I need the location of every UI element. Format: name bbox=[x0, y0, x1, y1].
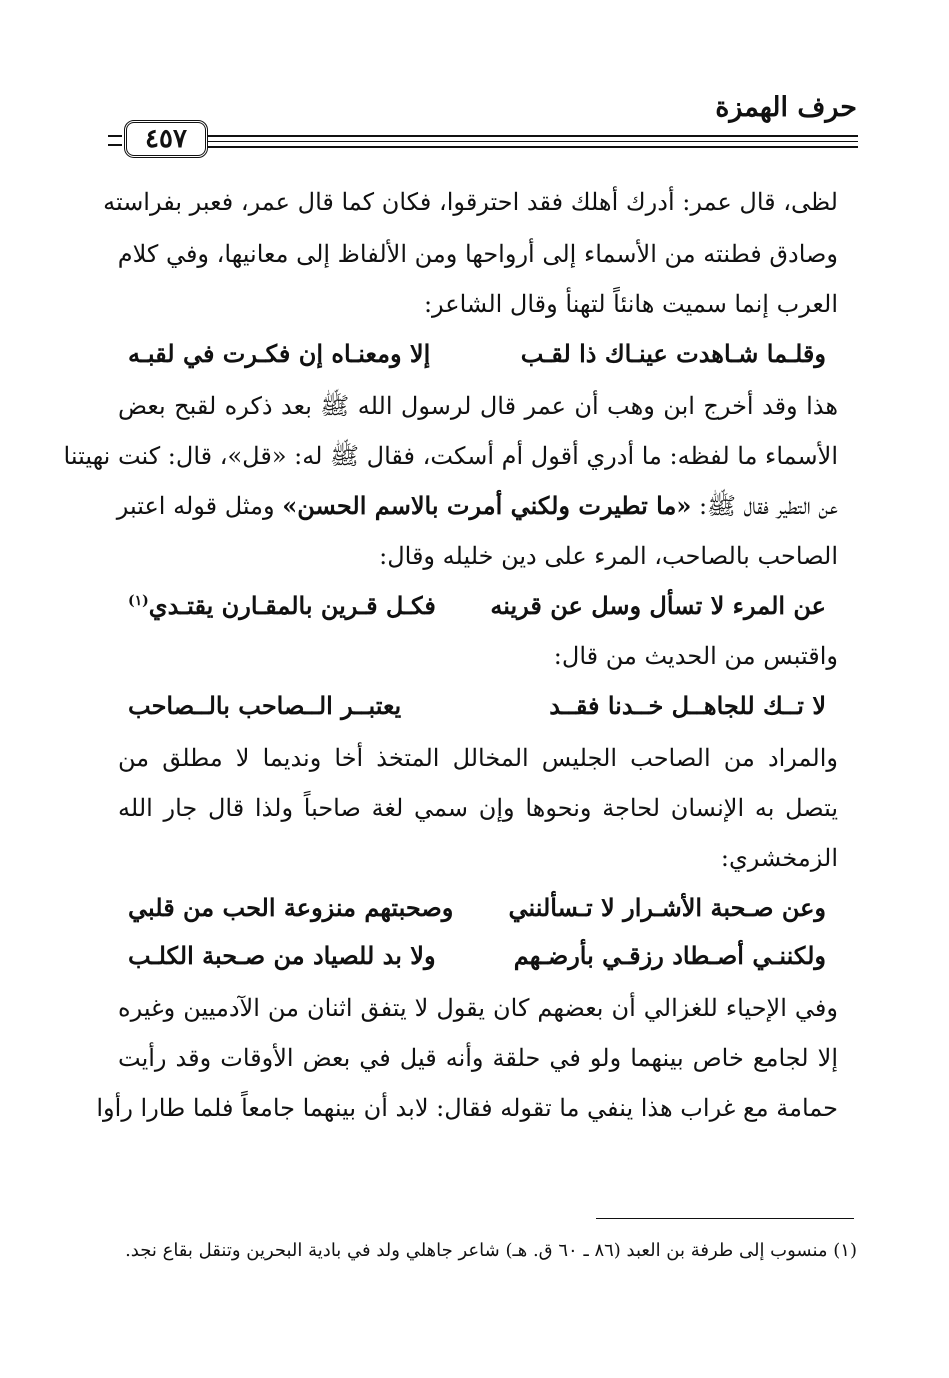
footnote: (١) منسوب إلى طرفة بن العبد (٨٦ ـ ٦٠ ق. هـ) شاعر جاهلي ولد في بادية البحرين وتنقل بقاع نجد. bbox=[125, 1240, 857, 1261]
text-line: الأسماء ما لفظه: ما أدري أقول أم أسكت، فقال ﷺ له: «قل»، قال: كنت نهيتنا bbox=[63, 442, 838, 470]
text-line: إلا لجامع خاص بينهما ولو في حلقة وأنه قيل في بعض الأوقات وقد رأيت bbox=[118, 1044, 838, 1072]
footnote-separator bbox=[596, 1218, 854, 1219]
verse-second-hemistich: ولا بد للصياد من صـحبة الكلـب bbox=[128, 941, 436, 970]
text-line: واقتبس من الحديث من قال: bbox=[553, 642, 838, 670]
page-number: ٤٥٧ bbox=[124, 120, 208, 158]
verse-first-hemistich: وعن صـحبة الأشـرار لا تـسألنني bbox=[508, 893, 826, 922]
verse-first-hemistich: وقلـما شـاهدت عينـاك ذا لقـب bbox=[520, 339, 826, 368]
text-segment: عن التطير فقال ﷺ: bbox=[691, 492, 838, 520]
text-segment: ومثل قوله اعتبر bbox=[116, 492, 283, 520]
text-line: وفي الإحياء للغزالي أن بعضهم كان يقول لا يتفق اثنان من الآدميين وغيره bbox=[118, 994, 838, 1022]
main-text bbox=[63, 0, 838, 1200]
verse-first-hemistich: عن المرء لا تسأل وسل عن قرينه bbox=[490, 591, 826, 620]
verse-second-hemistich: يعتبــر الــصاحب بالــصاحب bbox=[128, 691, 402, 720]
text-line: العرب إنما سميت هانئاً لتهنأ وقال الشاعر: bbox=[423, 290, 838, 318]
verse-second-hemistich: وصحبتهم منزوعة الحب من قلبي bbox=[128, 893, 454, 922]
chapter-title: حرف الهمزة bbox=[715, 92, 857, 123]
text-line: وصادق فطنته من الأسماء إلى أرواحها ومن الألفاظ إلى معانيها، وفي كلام bbox=[117, 240, 838, 268]
verse-second-hemistich bbox=[128, 591, 436, 620]
text-line: الصاحب بالصاحب، المرء على دين خليله وقال: bbox=[379, 542, 838, 570]
verse-first-hemistich: ولكننـي أصـطاد رزقـي بأرضـهم bbox=[513, 941, 826, 970]
text-line: هذا وقد أخرج ابن وهب أن عمر قال لرسول الله ﷺ بعد ذكره لقبح بعض bbox=[118, 392, 838, 420]
text-line: حمامة مع غراب هذا ينفي ما تقوله فقال: لابد أن بينهما جامعاً فلما طارا رأوا bbox=[96, 1094, 838, 1122]
verse-first-hemistich: لا تــك للجاهــل خــدنا فقــد bbox=[549, 691, 826, 720]
text-line bbox=[116, 491, 838, 520]
text-line: يتصل به الإنسان لحاجة ونحوها وإن سمي لغة صاحباً ولذا قال جار الله bbox=[118, 794, 838, 822]
hadith-quote: «ما تطيرت ولكني أمرت بالاسم الحسن» bbox=[282, 491, 692, 520]
text-line: لظى، قال عمر: أدرك أهلك فقد احترقوا، فكان كما قال عمر، فعبر بفراسته bbox=[103, 188, 838, 216]
text-line: الزمخشري: bbox=[720, 844, 838, 872]
footnote-ref: (١) bbox=[128, 593, 149, 609]
verse-second-hemistich: إلا ومعنـاه إن فكـرت في لقبـه bbox=[128, 339, 431, 368]
verse-text: فكـل قـرين بالمقـارن يقتـدي bbox=[148, 591, 436, 620]
text-line: والمراد من الصاحب الجليس المخالل المتخذ أخا ونديما لا مطلق من bbox=[118, 744, 838, 772]
